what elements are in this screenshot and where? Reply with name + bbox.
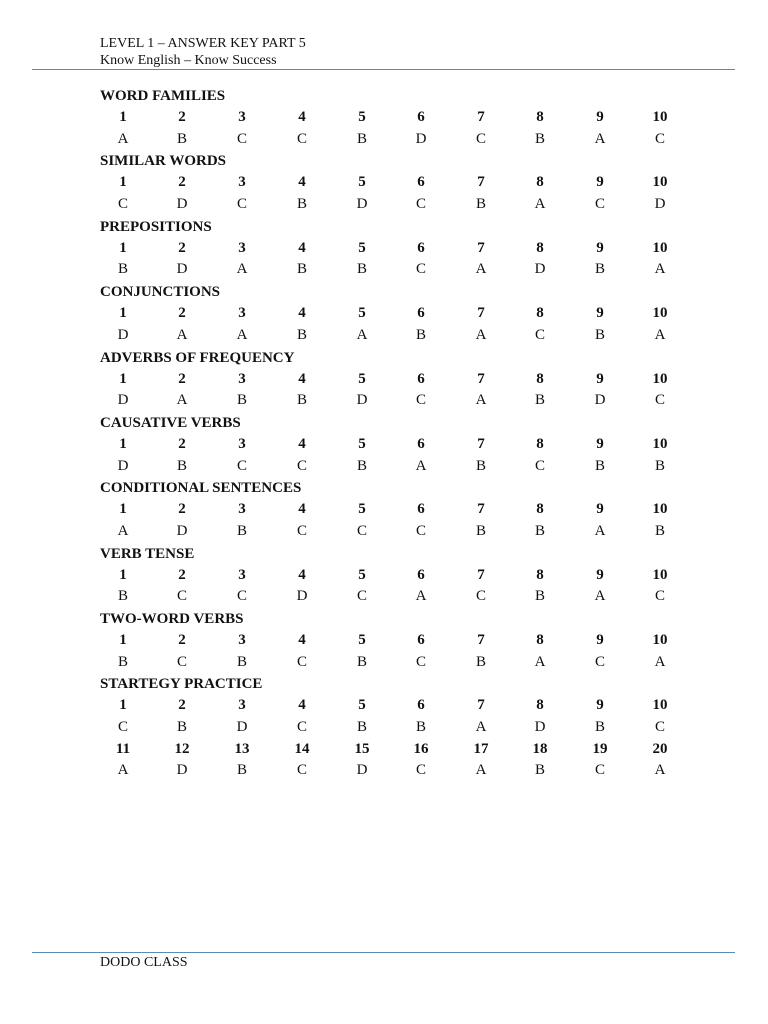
question-number: 4	[298, 501, 306, 518]
answer-letter: C	[654, 130, 665, 147]
question-number: 6	[417, 109, 425, 125]
answer-letter: C	[654, 392, 665, 409]
question-number: 20	[652, 740, 668, 757]
answer-letter: A	[117, 522, 129, 539]
answer-row	[100, 390, 720, 412]
answer-letter: C	[415, 392, 426, 409]
question-number: 5	[358, 435, 366, 452]
question-number: 2	[178, 109, 186, 125]
answer-letter: C	[236, 196, 247, 213]
answer-letter: A	[475, 719, 487, 736]
question-number: 4	[298, 435, 306, 452]
question-number: 8	[536, 174, 544, 191]
answer-row	[100, 456, 720, 478]
question-number: 1	[119, 174, 127, 191]
question-number: 6	[417, 697, 425, 714]
answer-letter: B	[475, 457, 486, 474]
question-number: 4	[298, 109, 306, 125]
answer-letter: C	[654, 719, 665, 736]
question-number: 5	[358, 109, 366, 125]
question-number: 4	[298, 697, 306, 714]
answer-letter: D	[117, 392, 129, 409]
answer-letter: D	[117, 457, 129, 474]
section-title: CAUSATIVE VERBS	[100, 414, 241, 431]
answer-row	[100, 194, 720, 216]
question-number: 10	[652, 305, 668, 322]
answer-letter: D	[296, 588, 308, 605]
question-number: 10	[652, 697, 668, 714]
answer-letter: C	[534, 326, 545, 343]
question-number-row	[100, 499, 720, 521]
question-number: 7	[477, 174, 485, 191]
question-number: 7	[477, 305, 485, 322]
section-title: PREPOSITIONS	[100, 218, 212, 235]
answer-letter: B	[594, 457, 605, 474]
answer-section	[100, 347, 720, 412]
answer-letter: B	[534, 522, 545, 539]
answer-row	[100, 717, 720, 739]
answer-letter: B	[534, 588, 545, 605]
question-number: 1	[119, 239, 127, 256]
question-number: 9	[596, 239, 604, 256]
question-number: 3	[238, 697, 246, 714]
question-number-row	[100, 695, 720, 717]
answer-letter: C	[594, 196, 605, 213]
answer-letter: A	[654, 326, 666, 343]
answer-letter: A	[176, 326, 188, 343]
answer-letter: B	[296, 326, 307, 343]
answer-letter: B	[594, 261, 605, 278]
question-number: 1	[119, 697, 127, 714]
answer-letter: C	[415, 762, 426, 779]
answer-letter: C	[594, 653, 605, 670]
answer-letter: A	[594, 130, 606, 147]
question-number: 10	[652, 501, 668, 518]
question-number: 17	[473, 740, 489, 757]
question-number-row	[100, 565, 720, 587]
answer-row	[100, 325, 720, 347]
question-number: 9	[596, 697, 604, 714]
answer-letter: D	[356, 392, 368, 409]
question-number: 5	[358, 239, 366, 256]
question-number: 1	[119, 632, 127, 648]
question-number: 4	[298, 632, 306, 648]
answer-letter: B	[475, 522, 486, 539]
question-number-row	[100, 630, 720, 652]
question-number: 3	[238, 109, 246, 125]
answer-letter: B	[356, 457, 367, 474]
question-number: 6	[417, 501, 425, 518]
answer-letter: B	[176, 719, 187, 736]
answer-letter: C	[415, 653, 426, 670]
answer-row	[100, 259, 720, 281]
question-number: 14	[294, 740, 310, 757]
answer-letter: B	[117, 588, 128, 605]
question-number: 13	[234, 740, 250, 757]
question-number: 7	[477, 370, 485, 387]
question-number: 2	[178, 305, 186, 322]
answer-letter: B	[654, 457, 665, 474]
answer-letter: A	[176, 392, 188, 409]
question-number: 6	[417, 174, 425, 191]
answer-letter: B	[236, 522, 247, 539]
answer-section	[100, 477, 720, 542]
answer-letter: A	[475, 392, 487, 409]
question-number: 1	[119, 501, 127, 518]
answer-letter: C	[594, 762, 605, 779]
answer-letter: C	[475, 588, 486, 605]
header-subtitle: Know English – Know Success	[100, 53, 277, 68]
question-number: 3	[238, 435, 246, 452]
answer-letter: B	[236, 653, 247, 670]
answer-letter: D	[176, 196, 188, 213]
section-title: CONJUNCTIONS	[100, 284, 221, 301]
answer-letter: C	[475, 130, 486, 147]
answer-letter: B	[296, 392, 307, 409]
question-number: 8	[536, 109, 544, 125]
question-number: 3	[238, 370, 246, 387]
answer-letter: A	[475, 326, 487, 343]
question-number-row	[100, 107, 720, 129]
question-number: 8	[536, 370, 544, 387]
answer-letter: C	[117, 196, 128, 213]
answer-letter: C	[296, 457, 307, 474]
answer-letter: D	[356, 196, 368, 213]
question-number-row	[100, 303, 720, 325]
answer-letter: C	[296, 762, 307, 779]
question-number: 7	[477, 239, 485, 256]
footer-divider	[32, 952, 735, 953]
answer-letter: C	[356, 522, 367, 539]
question-number: 7	[477, 697, 485, 714]
question-number: 11	[115, 740, 131, 757]
answer-letter: C	[236, 588, 247, 605]
question-number: 4	[298, 566, 306, 583]
header-divider	[32, 69, 735, 70]
section-title: STARTEGY PRACTICE	[100, 676, 263, 693]
answer-letter: B	[236, 392, 247, 409]
answer-letter: A	[236, 261, 248, 278]
question-number: 1	[119, 305, 127, 322]
question-number: 5	[358, 501, 366, 518]
question-number: 2	[178, 435, 186, 452]
question-number: 1	[119, 566, 127, 583]
answer-letter: B	[356, 261, 367, 278]
question-number: 7	[477, 435, 485, 452]
answer-row	[100, 760, 720, 782]
answer-row	[100, 521, 720, 543]
answer-letter: C	[356, 588, 367, 605]
answer-letter: D	[534, 261, 546, 278]
question-number: 19	[592, 740, 608, 757]
answer-letter: A	[415, 457, 427, 474]
answer-section	[100, 673, 720, 782]
page-header	[100, 35, 306, 69]
answer-letter: B	[415, 719, 426, 736]
question-number: 4	[298, 370, 306, 387]
answer-letter: C	[296, 653, 307, 670]
question-number: 5	[358, 697, 366, 714]
answer-letter: B	[296, 196, 307, 213]
question-number: 4	[298, 239, 306, 256]
answer-row	[100, 652, 720, 674]
question-number: 9	[596, 305, 604, 322]
question-number: 8	[536, 697, 544, 714]
question-number-row	[100, 739, 720, 761]
answer-section	[100, 281, 720, 346]
question-number: 9	[596, 632, 604, 648]
answer-letter: B	[475, 653, 486, 670]
answer-letter: D	[415, 130, 427, 147]
question-number-row	[100, 172, 720, 194]
question-number: 10	[652, 174, 668, 191]
question-number: 6	[417, 305, 425, 322]
answer-letter: D	[534, 719, 546, 736]
answer-letter: C	[296, 719, 307, 736]
question-number: 10	[652, 566, 668, 583]
question-number: 1	[119, 109, 127, 125]
answer-letter: D	[176, 762, 188, 779]
question-number: 8	[536, 501, 544, 518]
question-number: 8	[536, 566, 544, 583]
question-number: 5	[358, 174, 366, 191]
question-number: 1	[119, 435, 127, 452]
question-number: 2	[178, 174, 186, 191]
answer-letter: D	[117, 326, 129, 343]
answer-letter: B	[415, 326, 426, 343]
question-number: 8	[536, 632, 544, 648]
question-number: 3	[238, 566, 246, 583]
question-number: 15	[354, 740, 370, 757]
answer-letter: B	[534, 762, 545, 779]
answer-letter: A	[117, 762, 129, 779]
question-number: 6	[417, 370, 425, 387]
answer-letter: C	[176, 588, 187, 605]
section-title: ADVERBS OF FREQUENCY	[100, 349, 295, 366]
question-number: 5	[358, 566, 366, 583]
answer-section	[100, 608, 720, 673]
answer-letter: B	[296, 261, 307, 278]
answer-letter: B	[534, 130, 545, 147]
answer-key-content	[100, 85, 720, 782]
answer-letter: B	[534, 392, 545, 409]
question-number-row	[100, 238, 720, 260]
answer-letter: B	[117, 653, 128, 670]
answer-letter: B	[594, 326, 605, 343]
section-title: CONDITIONAL SENTENCES	[100, 480, 302, 497]
answer-letter: B	[356, 719, 367, 736]
answer-letter: A	[534, 653, 546, 670]
answer-letter: B	[176, 130, 187, 147]
answer-letter: A	[475, 261, 487, 278]
answer-letter: A	[236, 326, 248, 343]
answer-section	[100, 412, 720, 477]
answer-letter: B	[117, 261, 128, 278]
question-number: 10	[652, 239, 668, 256]
answer-section	[100, 150, 720, 215]
answer-letter: A	[534, 196, 546, 213]
question-number: 8	[536, 239, 544, 256]
answer-letter: B	[356, 653, 367, 670]
question-number: 7	[477, 501, 485, 518]
answer-letter: C	[654, 588, 665, 605]
answer-letter: C	[415, 196, 426, 213]
header-title: LEVEL 1 – ANSWER KEY PART 5	[100, 36, 306, 51]
answer-letter: C	[415, 261, 426, 278]
answer-letter: D	[356, 762, 368, 779]
answer-letter: C	[236, 457, 247, 474]
question-number: 9	[596, 435, 604, 452]
question-number: 4	[298, 305, 306, 322]
answer-letter: A	[475, 762, 487, 779]
answer-letter: C	[296, 522, 307, 539]
question-number: 8	[536, 305, 544, 322]
question-number: 16	[413, 740, 429, 757]
answer-row	[100, 129, 720, 151]
answer-letter: D	[594, 392, 606, 409]
answer-letter: A	[654, 762, 666, 779]
section-title: VERB TENSE	[100, 545, 195, 562]
answer-section	[100, 85, 720, 150]
answer-letter: B	[654, 522, 665, 539]
answer-letter: C	[296, 130, 307, 147]
question-number: 6	[417, 632, 425, 648]
answer-letter: B	[356, 130, 367, 147]
question-number: 12	[174, 740, 190, 757]
answer-letter: B	[475, 196, 486, 213]
question-number: 2	[178, 370, 186, 387]
answer-letter: D	[176, 261, 188, 278]
answer-letter: D	[176, 522, 188, 539]
question-number: 5	[358, 632, 366, 648]
question-number: 3	[238, 174, 246, 191]
question-number: 10	[652, 632, 668, 648]
question-number: 10	[652, 109, 668, 125]
answer-letter: C	[117, 719, 128, 736]
answer-section	[100, 543, 720, 608]
question-number: 5	[358, 370, 366, 387]
question-number-row	[100, 434, 720, 456]
question-number: 3	[238, 632, 246, 648]
answer-letter: A	[415, 588, 427, 605]
question-number: 7	[477, 566, 485, 583]
answer-letter: A	[594, 588, 606, 605]
answer-letter: D	[654, 196, 666, 213]
question-number: 1	[119, 370, 127, 387]
answer-letter: B	[594, 719, 605, 736]
answer-section	[100, 216, 720, 281]
question-number-row	[100, 369, 720, 391]
answer-letter: C	[236, 130, 247, 147]
section-title: WORD FAMILIES	[100, 88, 226, 104]
question-number: 9	[596, 370, 604, 387]
question-number: 2	[178, 697, 186, 714]
question-number: 7	[477, 632, 485, 648]
answer-row	[100, 586, 720, 608]
answer-letter: B	[176, 457, 187, 474]
section-title: SIMILAR WORDS	[100, 153, 226, 170]
question-number: 10	[652, 435, 668, 452]
question-number: 9	[596, 566, 604, 583]
section-title: TWO-WORD VERBS	[100, 611, 244, 627]
question-number: 2	[178, 239, 186, 256]
question-number: 8	[536, 435, 544, 452]
question-number: 6	[417, 435, 425, 452]
question-number: 3	[238, 501, 246, 518]
answer-letter: C	[176, 653, 187, 670]
question-number: 2	[178, 632, 186, 648]
question-number: 6	[417, 239, 425, 256]
answer-letter: C	[534, 457, 545, 474]
question-number: 4	[298, 174, 306, 191]
answer-letter: A	[356, 326, 368, 343]
question-number: 6	[417, 566, 425, 583]
answer-letter: A	[654, 653, 666, 670]
question-number: 2	[178, 501, 186, 518]
question-number: 3	[238, 239, 246, 256]
question-number: 9	[596, 501, 604, 518]
answer-letter: B	[236, 762, 247, 779]
question-number: 10	[652, 370, 668, 387]
answer-letter: A	[117, 130, 129, 147]
question-number: 5	[358, 305, 366, 322]
page-footer: DODO CLASS	[100, 955, 188, 970]
answer-letter: A	[654, 261, 666, 278]
question-number: 9	[596, 174, 604, 191]
answer-letter: D	[236, 719, 248, 736]
answer-letter: A	[594, 522, 606, 539]
question-number: 9	[596, 109, 604, 125]
question-number: 7	[477, 109, 485, 125]
question-number: 3	[238, 305, 246, 322]
question-number: 18	[532, 740, 548, 757]
question-number: 2	[178, 566, 186, 583]
answer-letter: C	[415, 522, 426, 539]
